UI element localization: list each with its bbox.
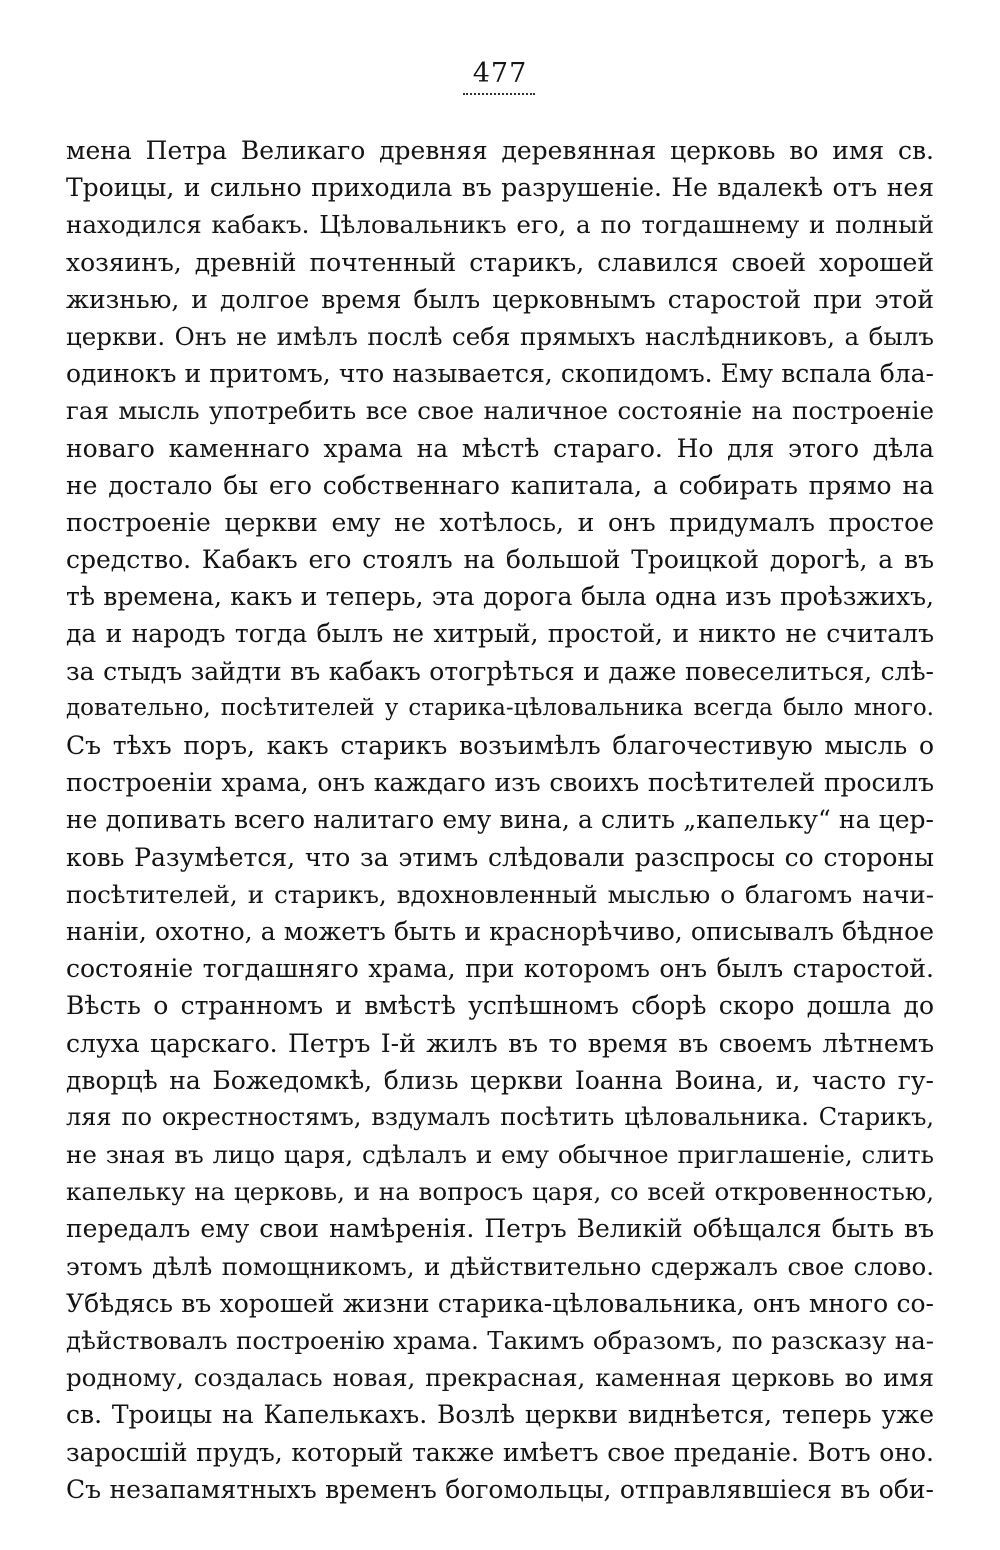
text-line: этомъ дѣлѣ помощникомъ, и дѣйствительно сдержалъ свое слово. xyxy=(66,1251,934,1281)
text-line: построеніи храма, онъ каждаго изъ своихъ посѣтителей просилъ xyxy=(66,768,934,798)
text-line: хозяинъ, древній почтенный старикъ, славился своей хорошей xyxy=(66,247,934,277)
text-line: да и народъ тогда былъ не хитрый, простой, и никто не считалъ xyxy=(66,619,934,649)
text-line: гая мысль употребить все свое наличное состояніе на построеніе xyxy=(66,396,934,426)
text-line: передалъ ему свои намѣренія. Петръ Великій обѣщался быть въ xyxy=(66,1214,934,1244)
text-line: не зная въ лицо царя, сдѣлалъ и ему обычное приглашеніе, слить xyxy=(66,1140,934,1170)
text-line: капельку на церковь, и на вопросъ царя, со всей откровенностью, xyxy=(66,1177,934,1207)
text-line: Убѣдясь въ хорошей жизни старика-цѣловальника, онъ много со- xyxy=(66,1288,934,1318)
text-line: ковь Разумѣется, что за этимъ слѣдовали разспросы со стороны xyxy=(66,842,934,872)
text-line: Вѣсть о странномъ и вмѣстѣ успѣшномъ сборѣ скоро дошла до xyxy=(66,991,934,1021)
text-line: Съ тѣхъ поръ, какъ старикъ возъимѣлъ благочестивую мысль о xyxy=(66,731,934,760)
text-line: св. Троицы на Капелькахъ. Возлѣ церкви виднѣется, теперь уже xyxy=(66,1400,934,1430)
text-line: церкви. Онъ не имѣлъ послѣ себя прямыхъ наслѣдниковъ, а былъ xyxy=(66,321,934,351)
text-line: Съ незапамятныхъ временъ богомольцы, отправлявшіеся въ оби- xyxy=(66,1474,934,1504)
page-number: 477 xyxy=(472,58,528,89)
text-line: дворцѣ на Божедомкѣ, близь церкви Іоанна Воина, и, часто гу- xyxy=(66,1065,934,1095)
text-line: ляя по окрестностямъ, вздумалъ посѣтить цѣловальника. Старикъ, xyxy=(66,1102,934,1131)
text-line: построеніе церкви ему не хотѣлось, и онъ придумалъ простое xyxy=(66,507,934,537)
text-line: за стыдъ зайдти въ кабакъ отогрѣться и даже повеселиться, слѣ- xyxy=(66,656,934,686)
text-line: не допивать всего налитаго ему вина, а слить „капельку“ на цер- xyxy=(66,805,934,835)
page-number-rule xyxy=(463,93,535,95)
text-line: заросшій прудъ, который также имѣетъ свое преданіе. Вотъ оно. xyxy=(66,1437,934,1467)
text-line: тѣ времена, какъ и теперь, эта дорога была одна изъ проѣзжихъ, xyxy=(66,582,934,612)
text-line: находился кабакъ. Цѣловальникъ его, а по тогдашнему и полный xyxy=(66,210,934,240)
text-line: состояніе тогдашняго храма, при которомъ онъ былъ старостой. xyxy=(66,954,934,984)
text-line: новаго каменнаго храма на мѣстѣ стараго. Но для этого дѣла xyxy=(66,433,934,463)
text-line: Троицы, и сильно приходила въ разрушеніе. Не вдалекѣ отъ нея xyxy=(66,173,934,203)
text-line: мена Петра Великаго древняя деревянная церковь во имя св. xyxy=(66,136,934,165)
text-line: посѣтителей, и старикъ, вдохновленный мыслью о благомъ начи- xyxy=(66,879,934,909)
text-line: дѣйствовалъ построенію храма. Такимъ образомъ, по разсказу на- xyxy=(66,1326,934,1355)
text-line: родному, создалась новая, прекрасная, каменная церковь во имя xyxy=(66,1363,934,1393)
text-line: довательно, посѣтителей у старика-цѣловальника всегда было много. xyxy=(66,694,934,721)
text-line: слуха царскаго. Петръ I-й жилъ въ то время въ своемъ лѣтнемъ xyxy=(66,1028,934,1058)
text-line: не достало бы его собственнаго капитала, а собирать прямо на xyxy=(66,470,934,500)
text-line: одинокъ и притомъ, что называется, скопидомъ. Ему вспала бла- xyxy=(66,359,934,389)
text-line: средство. Кабакъ его стоялъ на большой Троицкой дорогѣ, а въ xyxy=(66,545,934,575)
text-line: жизнью, и долгое время былъ церковнымъ старостой при этой xyxy=(66,284,934,314)
text-line: наніи, охотно, а можетъ быть и краснорѣчиво, описывалъ бѣдное xyxy=(66,916,934,946)
body-text xyxy=(66,132,934,1508)
